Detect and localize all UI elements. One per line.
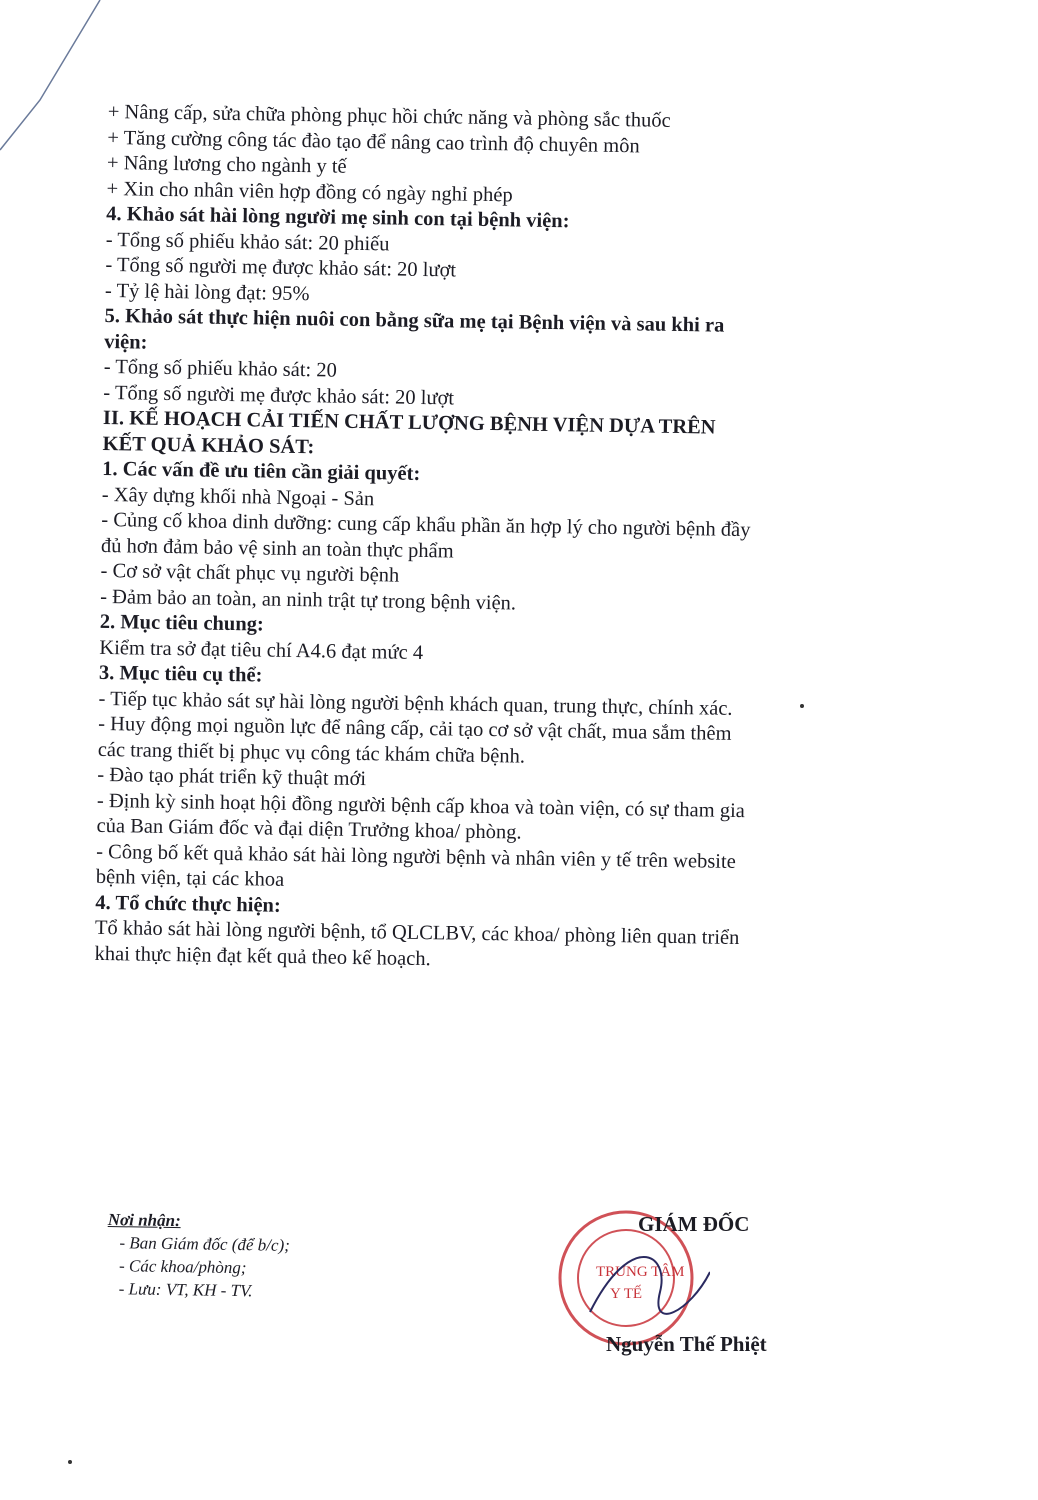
specific-goal-item: - Huy động mọi nguồn lực để nâng cấp, cải tạo cơ sở vật chất, mua sắm thêm	[98, 712, 732, 745]
priority-item: - Cơ sở vật chất phục vụ người bệnh	[100, 559, 400, 587]
priority-item: - Đảm bảo an toàn, an ninh trật tự trong bệnh viện.	[100, 585, 517, 614]
section-5-item: - Tổng số người mẹ được khảo sát: 20 lượt	[103, 381, 455, 409]
recipients-title: Nơi nhận:	[107, 1209, 181, 1231]
priority-item: đủ hơn đảm bảo vệ sinh an toàn thực phẩm	[100, 534, 454, 562]
specific-goal-item: của Ban Giám đốc và đại diện Trưởng khoa/ phòng.	[96, 814, 522, 844]
recipient-item: - Các khoa/phòng;	[118, 1256, 247, 1278]
specific-goal-item: các trang thiết bị phục vụ công tác khám chữa bệnh.	[97, 738, 526, 768]
section-4-item: - Tổng số phiếu khảo sát: 20 phiếu	[105, 228, 390, 255]
speck	[800, 704, 804, 708]
section-4-item: - Tỷ lệ hài lòng đạt: 95%	[104, 279, 310, 305]
stamp-text: TRUNG TÂM	[596, 1264, 685, 1280]
speck	[68, 1460, 72, 1464]
body-line: + Nâng cấp, sửa chữa phòng phục hồi chức năng và phòng sắc thuốc	[107, 100, 671, 132]
priority-heading: 1. Các vấn đề ưu tiên cần giải quyết:	[102, 457, 421, 485]
priority-item: - Củng cố khoa dinh dưỡng: cung cấp khẩu phần ăn hợp lý cho người bệnh đầy	[101, 508, 751, 542]
specific-goal-item: - Tiếp tục khảo sát sự hài lòng người bệnh khách quan, trung thực, chính xác.	[98, 687, 733, 720]
specific-goal-item: - Định kỳ sinh hoạt hội đồng người bệnh cấp khoa và toàn viện, có sự tham gia	[96, 789, 746, 822]
implementation-text: khai thực hiện đạt kết quả theo kế hoạch.	[94, 942, 431, 970]
part-2-heading-cont: KẾT QUẢ KHẢO SÁT:	[102, 432, 315, 458]
body-line: + Nâng lương cho ngành y tế	[106, 151, 347, 178]
signer-name: Nguyễn Thế Phiệt	[606, 1332, 767, 1356]
body-line: + Tăng cường công tác đào tạo để nâng cao trình độ chuyên môn	[107, 126, 640, 157]
implementation-text: Tổ khảo sát hài lòng người bệnh, tổ QLCLBV, các khoa/ phòng liên quan triển	[94, 916, 740, 950]
recipient-item: - Lưu: VT, KH - TV.	[118, 1279, 253, 1301]
specific-goal-item: - Công bố kết quả khảo sát hài lòng người bệnh và nhân viên y tế trên website	[96, 840, 736, 873]
recipients-block	[107, 1208, 291, 1303]
general-goal-text: Kiểm tra sở đạt tiêu chí A4.6 đạt mức 4	[99, 636, 424, 664]
document-body	[94, 100, 898, 979]
stamp-text: Y TẾ	[610, 1286, 643, 1302]
section-5-heading: 5. Khảo sát thực hiện nuôi con bằng sữa mẹ tại Bệnh viện và sau khi ra	[104, 304, 725, 337]
director-title: GIÁM ĐỐC	[638, 1212, 750, 1236]
priority-item: - Xây dựng khối nhà Ngoại - Sản	[101, 483, 375, 510]
implementation-heading: 4. Tổ chức thực hiện:	[95, 891, 281, 917]
specific-goals-heading: 3. Mục tiêu cụ thể:	[98, 661, 263, 687]
body-line: + Xin cho nhân viên hợp đồng có ngày nghỉ phép	[106, 177, 513, 206]
signature-block	[550, 1192, 840, 1382]
recipient-item: - Ban Giám đốc (để b/c);	[119, 1233, 291, 1255]
part-2-heading: II. KẾ HOẠCH CẢI TIẾN CHẤT LƯỢNG BỆNH VIỆN DỰA TRÊN	[102, 406, 716, 439]
section-5-item: - Tổng số phiếu khảo sát: 20	[103, 355, 338, 382]
specific-goal-item: - Đào tạo phát triển kỹ thuật mới	[97, 763, 367, 791]
section-5-heading-cont: viện:	[104, 330, 148, 354]
general-goal-heading: 2. Mục tiêu chung:	[99, 610, 264, 636]
section-4-heading: 4. Khảo sát hài lòng người mẹ sinh con tại bệnh viện:	[106, 202, 570, 233]
section-4-item: - Tổng số người mẹ được khảo sát: 20 lượt	[105, 253, 457, 282]
specific-goal-item: bệnh viện, tại các khoa	[95, 865, 285, 891]
